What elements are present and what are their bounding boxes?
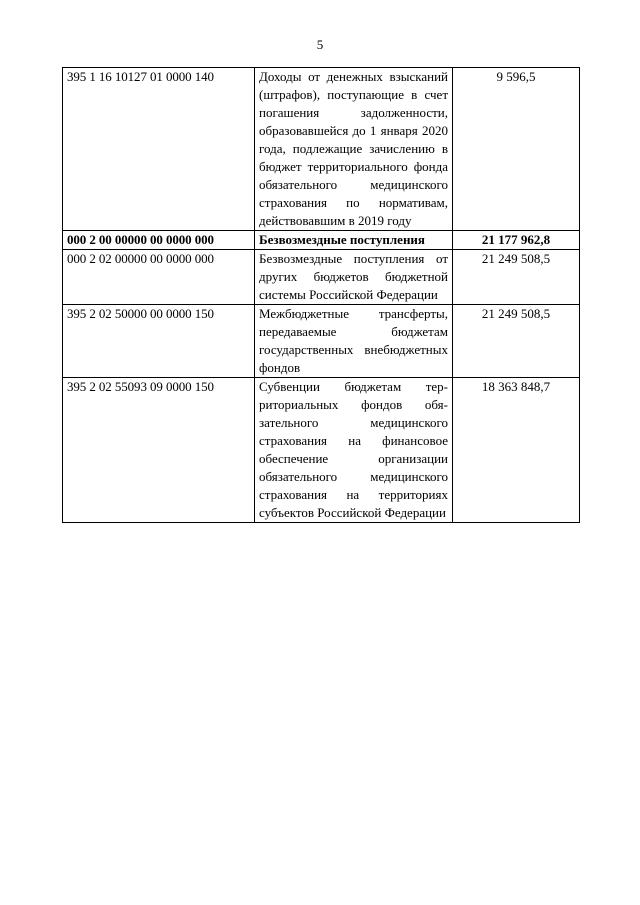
table-row bbox=[63, 250, 580, 305]
amount-cell: 18 363 848,7 bbox=[453, 378, 580, 523]
table-row-total bbox=[63, 231, 580, 250]
table-row bbox=[63, 305, 580, 378]
budget-code-cell: 395 2 02 50000 00 0000 150 bbox=[63, 305, 255, 378]
revenue-name-cell: Доходы от денежных взысканий (штрафов), поступающие в счет погашения задолженности, образовавшейся до 1 января 2020 года, подлежащие зачислению в бюджет территориального фонда обязательного медицинского страхования по нормативам, действовавшим в 2019 году bbox=[255, 68, 453, 231]
budget-revenue-table bbox=[62, 67, 580, 523]
amount-cell: 9 596,5 bbox=[453, 68, 580, 231]
budget-code-cell: 000 2 02 00000 00 0000 000 bbox=[63, 250, 255, 305]
amount-cell: 21 177 962,8 bbox=[453, 231, 580, 250]
revenue-name-cell: Безвозмездные поступления bbox=[255, 231, 453, 250]
budget-code-cell: 395 2 02 55093 09 0000 150 bbox=[63, 378, 255, 523]
amount-cell: 21 249 508,5 bbox=[453, 250, 580, 305]
amount-cell: 21 249 508,5 bbox=[453, 305, 580, 378]
table-row bbox=[63, 68, 580, 231]
table-row bbox=[63, 378, 580, 523]
budget-code-cell: 000 2 00 00000 00 0000 000 bbox=[63, 231, 255, 250]
revenue-name-cell: Безвозмездные поступления от других бюджетов бюджетной системы Российской Федерации bbox=[255, 250, 453, 305]
page-number: 5 bbox=[316, 37, 324, 52]
revenue-name-cell: Субвенции бюджетам территориальных фондов обязательного медицинского страхования на финансовое обеспечение организации обязательного медицинского страхования на территориях субъектов Российской Федерации bbox=[255, 378, 453, 523]
budget-code-cell: 395 1 16 10127 01 0000 140 bbox=[63, 68, 255, 231]
revenue-name-cell: Межбюджетные трансферты, передаваемые бюджетам государственных внебюджетных фондов bbox=[255, 305, 453, 378]
